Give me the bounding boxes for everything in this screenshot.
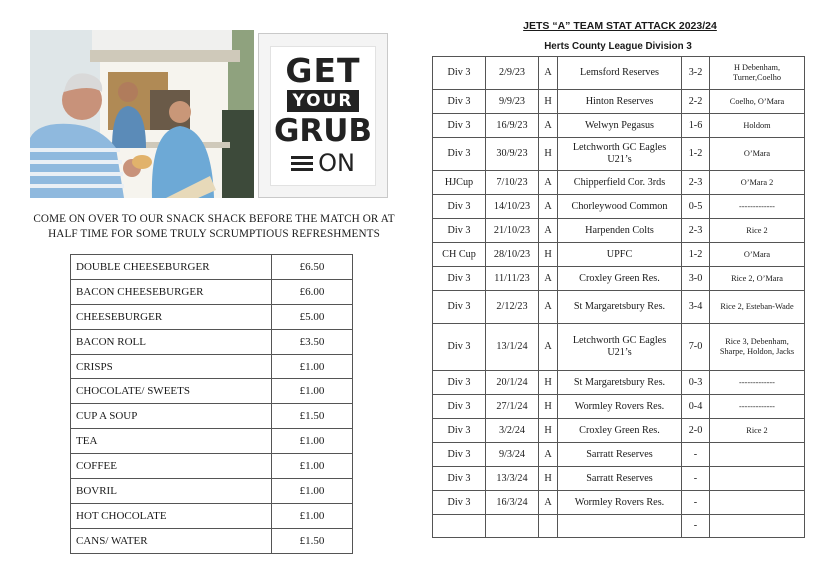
menu-item-name: CHEESEBURGER xyxy=(71,304,272,329)
fixture-venue: A xyxy=(539,219,558,243)
fixture-date: 2/12/23 xyxy=(486,291,539,324)
fixture-score: 3-2 xyxy=(682,57,710,90)
fixture-competition: Div 3 xyxy=(433,219,486,243)
fixture-opponent: Croxley Green Res. xyxy=(558,267,682,291)
fixture-venue: A xyxy=(539,443,558,467)
fixture-venue: H xyxy=(539,371,558,395)
fixture-competition: Div 3 xyxy=(433,419,486,443)
fixture-row xyxy=(433,371,805,395)
fixture-row xyxy=(433,515,805,538)
fixture-date: 11/11/23 xyxy=(486,267,539,291)
stats-subtitle: Herts County League Division 3 xyxy=(544,41,692,52)
fixture-competition xyxy=(433,515,486,538)
fixture-scorers: Holdom xyxy=(710,114,805,138)
fixture-opponent: Wormley Rovers Res. xyxy=(558,395,682,419)
fixture-row xyxy=(433,90,805,114)
fixture-venue: A xyxy=(539,57,558,90)
fixture-venue: A xyxy=(539,195,558,219)
fixture-score: 7-0 xyxy=(682,324,710,371)
fixture-score: 3-4 xyxy=(682,291,710,324)
fixture-competition: Div 3 xyxy=(433,491,486,515)
fixture-score: - xyxy=(682,515,710,538)
snack-shack-photo xyxy=(30,30,254,198)
fixture-scorers: O’Mara 2 xyxy=(710,171,805,195)
fixture-date: 30/9/23 xyxy=(486,138,539,171)
menu-item-price: £1.50 xyxy=(272,404,353,429)
fixture-score: - xyxy=(682,491,710,515)
fixture-row xyxy=(433,243,805,267)
fixture-scorers: Rice 2 xyxy=(710,219,805,243)
fixture-date: 21/10/23 xyxy=(486,219,539,243)
stats-title: JETS “A” TEAM STAT ATTACK 2023/24 xyxy=(523,20,717,32)
fixture-opponent xyxy=(558,515,682,538)
fixture-venue: A xyxy=(539,324,558,371)
menu-item-name: TEA xyxy=(71,429,272,454)
menu-item-name: DOUBLE CHEESEBURGER xyxy=(71,255,272,280)
fixture-row xyxy=(433,291,805,324)
fixture-venue: H xyxy=(539,138,558,171)
fixture-opponent: Chipperfield Cor. 3rds xyxy=(558,171,682,195)
fixture-row xyxy=(433,171,805,195)
price-list xyxy=(70,254,353,554)
fixture-opponent: Chorleywood Common xyxy=(558,195,682,219)
menu-item-name: HOT CHOCOLATE xyxy=(71,503,272,528)
fixture-score: - xyxy=(682,443,710,467)
fixture-competition: Div 3 xyxy=(433,195,486,219)
fixture-date: 13/1/24 xyxy=(486,324,539,371)
fixture-opponent: Letchworth GC Eagles U21’s xyxy=(558,138,682,171)
fixture-venue: H xyxy=(539,419,558,443)
fixture-venue: A xyxy=(539,491,558,515)
menu-item-name: CUP A SOUP xyxy=(71,404,272,429)
menu-item-price: £1.00 xyxy=(272,429,353,454)
fixture-date: 14/10/23 xyxy=(486,195,539,219)
fixture-opponent: Sarratt Reserves xyxy=(558,467,682,491)
fixture-scorers xyxy=(710,467,805,491)
menu-item-price: £1.00 xyxy=(272,379,353,404)
fixture-row xyxy=(433,467,805,491)
fixture-competition: HJCup xyxy=(433,171,486,195)
fixture-opponent: Hinton Reserves xyxy=(558,90,682,114)
fixture-score: - xyxy=(682,467,710,491)
fixture-opponent: Welwyn Pegasus xyxy=(558,114,682,138)
promo-text: COME ON OVER TO OUR SNACK SHACK BEFORE THE MATCH OR AT HALF TIME FOR SOME TRULY SCRUMPTIOUS REFRESHMENTS xyxy=(33,213,395,240)
fixture-venue: H xyxy=(539,243,558,267)
fixture-row xyxy=(433,138,805,171)
fixture-venue: H xyxy=(539,467,558,491)
fixture-date: 9/3/24 xyxy=(486,443,539,467)
stats-panel xyxy=(432,18,804,538)
fixture-scorers xyxy=(710,443,805,467)
fixture-score: 3-0 xyxy=(682,267,710,291)
fixture-competition: Div 3 xyxy=(433,371,486,395)
fixture-competition: Div 3 xyxy=(433,291,486,324)
fixture-score: 2-0 xyxy=(682,419,710,443)
fixture-scorers: H Debenham, Turner,Coelho xyxy=(710,57,805,90)
fixture-venue: A xyxy=(539,114,558,138)
fixture-date: 20/1/24 xyxy=(486,371,539,395)
fixture-score: 1-2 xyxy=(682,138,710,171)
fixture-scorers: ------------- xyxy=(710,195,805,219)
menu-row xyxy=(71,404,353,429)
fixture-score: 2-3 xyxy=(682,171,710,195)
fixture-scorers: ------------- xyxy=(710,371,805,395)
poster-word-4: ON xyxy=(318,149,355,177)
fixture-scorers xyxy=(710,491,805,515)
menu-item-name: BOVRIL xyxy=(71,479,272,504)
menu-item-price: £3.50 xyxy=(272,329,353,354)
fixture-score: 0-5 xyxy=(682,195,710,219)
menu-item-price: £1.00 xyxy=(272,454,353,479)
snack-shack-panel xyxy=(30,30,400,560)
fixture-scorers: Rice 2 xyxy=(710,419,805,443)
fixture-row xyxy=(433,219,805,243)
fixture-date: 3/2/24 xyxy=(486,419,539,443)
fixture-row xyxy=(433,195,805,219)
fixture-score: 1-2 xyxy=(682,243,710,267)
menu-item-price: £1.00 xyxy=(272,503,353,528)
menu-item-name: COFFEE xyxy=(71,454,272,479)
fixture-opponent: Croxley Green Res. xyxy=(558,419,682,443)
menu-item-name: CANS/ WATER xyxy=(71,528,272,553)
menu-item-name: CHOCOLATE/ SWEETS xyxy=(71,379,272,404)
fixture-scorers: O’Mara xyxy=(710,243,805,267)
menu-item-price: £6.00 xyxy=(272,279,353,304)
menu-item-name: CRISPS xyxy=(71,354,272,379)
fixture-scorers: Coelho, O’Mara xyxy=(710,90,805,114)
fixture-score: 0-4 xyxy=(682,395,710,419)
menu-item-price: £1.50 xyxy=(272,528,353,553)
fixture-venue: A xyxy=(539,171,558,195)
fixture-score: 0-3 xyxy=(682,371,710,395)
fixture-row xyxy=(433,491,805,515)
menu-row xyxy=(71,429,353,454)
menu-row xyxy=(71,304,353,329)
menu-item-price: £1.00 xyxy=(272,479,353,504)
menu-row xyxy=(71,279,353,304)
fixture-competition: Div 3 xyxy=(433,324,486,371)
fixture-date: 7/10/23 xyxy=(486,171,539,195)
menu-row xyxy=(71,329,353,354)
menu-item-price: £5.00 xyxy=(272,304,353,329)
fixture-scorers: ------------- xyxy=(710,395,805,419)
grub-poster xyxy=(258,33,388,198)
fixture-row xyxy=(433,267,805,291)
fixture-scorers: Rice 2, O’Mara xyxy=(710,267,805,291)
poster-card xyxy=(270,46,376,186)
poster-word-4-row xyxy=(291,148,355,178)
price-list-body xyxy=(71,255,353,554)
fixture-scorers: O’Mara xyxy=(710,138,805,171)
menu-row xyxy=(71,379,353,404)
fixture-competition: CH Cup xyxy=(433,243,486,267)
menu-item-price: £6.50 xyxy=(272,255,353,280)
fixture-date xyxy=(486,515,539,538)
fixture-date: 9/9/23 xyxy=(486,90,539,114)
fixture-date: 28/10/23 xyxy=(486,243,539,267)
fixtures-body xyxy=(433,57,805,538)
fixture-score: 2-2 xyxy=(682,90,710,114)
menu-row xyxy=(71,503,353,528)
fixture-venue: H xyxy=(539,395,558,419)
menu-row xyxy=(71,479,353,504)
fixture-date: 27/1/24 xyxy=(486,395,539,419)
fixture-score: 1-6 xyxy=(682,114,710,138)
fixture-row xyxy=(433,419,805,443)
fixture-opponent: Lemsford Reserves xyxy=(558,57,682,90)
fixture-opponent: St Margaretsbury Res. xyxy=(558,291,682,324)
fixture-row xyxy=(433,57,805,90)
fixture-scorers: Rice 3, Debenham, Sharpe, Holdon, Jacks xyxy=(710,324,805,371)
fixture-score: 2-3 xyxy=(682,219,710,243)
menu-row xyxy=(71,528,353,553)
fixture-competition: Div 3 xyxy=(433,443,486,467)
snack-van-illustration xyxy=(30,30,254,198)
fixture-competition: Div 3 xyxy=(433,138,486,171)
menu-row xyxy=(71,255,353,280)
fixture-venue xyxy=(539,515,558,538)
fixture-row xyxy=(433,324,805,371)
poster-word-1: GET xyxy=(285,51,361,90)
fixture-scorers xyxy=(710,515,805,538)
fixture-date: 2/9/23 xyxy=(486,57,539,90)
fixture-opponent: Letchworth GC Eagles U21’s xyxy=(558,324,682,371)
menu-item-name: BACON CHEESEBURGER xyxy=(71,279,272,304)
fixture-date: 13/3/24 xyxy=(486,467,539,491)
fixture-row xyxy=(433,114,805,138)
menu-item-name: BACON ROLL xyxy=(71,329,272,354)
fixture-competition: Div 3 xyxy=(433,395,486,419)
fixture-row xyxy=(433,443,805,467)
fixture-scorers: Rice 2, Esteban-Wade xyxy=(710,291,805,324)
fixture-competition: Div 3 xyxy=(433,467,486,491)
fixture-competition: Div 3 xyxy=(433,90,486,114)
fork-icon xyxy=(291,156,313,171)
poster-word-2: YOUR xyxy=(287,90,358,112)
menu-row xyxy=(71,454,353,479)
poster-word-3: GRUB xyxy=(273,113,373,149)
fixture-row xyxy=(433,395,805,419)
fixture-competition: Div 3 xyxy=(433,267,486,291)
fixture-competition: Div 3 xyxy=(433,114,486,138)
fixture-opponent: Harpenden Colts xyxy=(558,219,682,243)
fixture-opponent: UPFC xyxy=(558,243,682,267)
fixture-opponent: Wormley Rovers Res. xyxy=(558,491,682,515)
fixture-date: 16/9/23 xyxy=(486,114,539,138)
fixture-venue: A xyxy=(539,291,558,324)
fixture-venue: H xyxy=(539,90,558,114)
fixture-venue: A xyxy=(539,267,558,291)
fixture-opponent: St Margaretsbury Res. xyxy=(558,371,682,395)
fixtures-table xyxy=(432,56,805,538)
fixture-date: 16/3/24 xyxy=(486,491,539,515)
menu-item-price: £1.00 xyxy=(272,354,353,379)
fixture-competition: Div 3 xyxy=(433,57,486,90)
fixture-opponent: Sarratt Reserves xyxy=(558,443,682,467)
menu-row xyxy=(71,354,353,379)
